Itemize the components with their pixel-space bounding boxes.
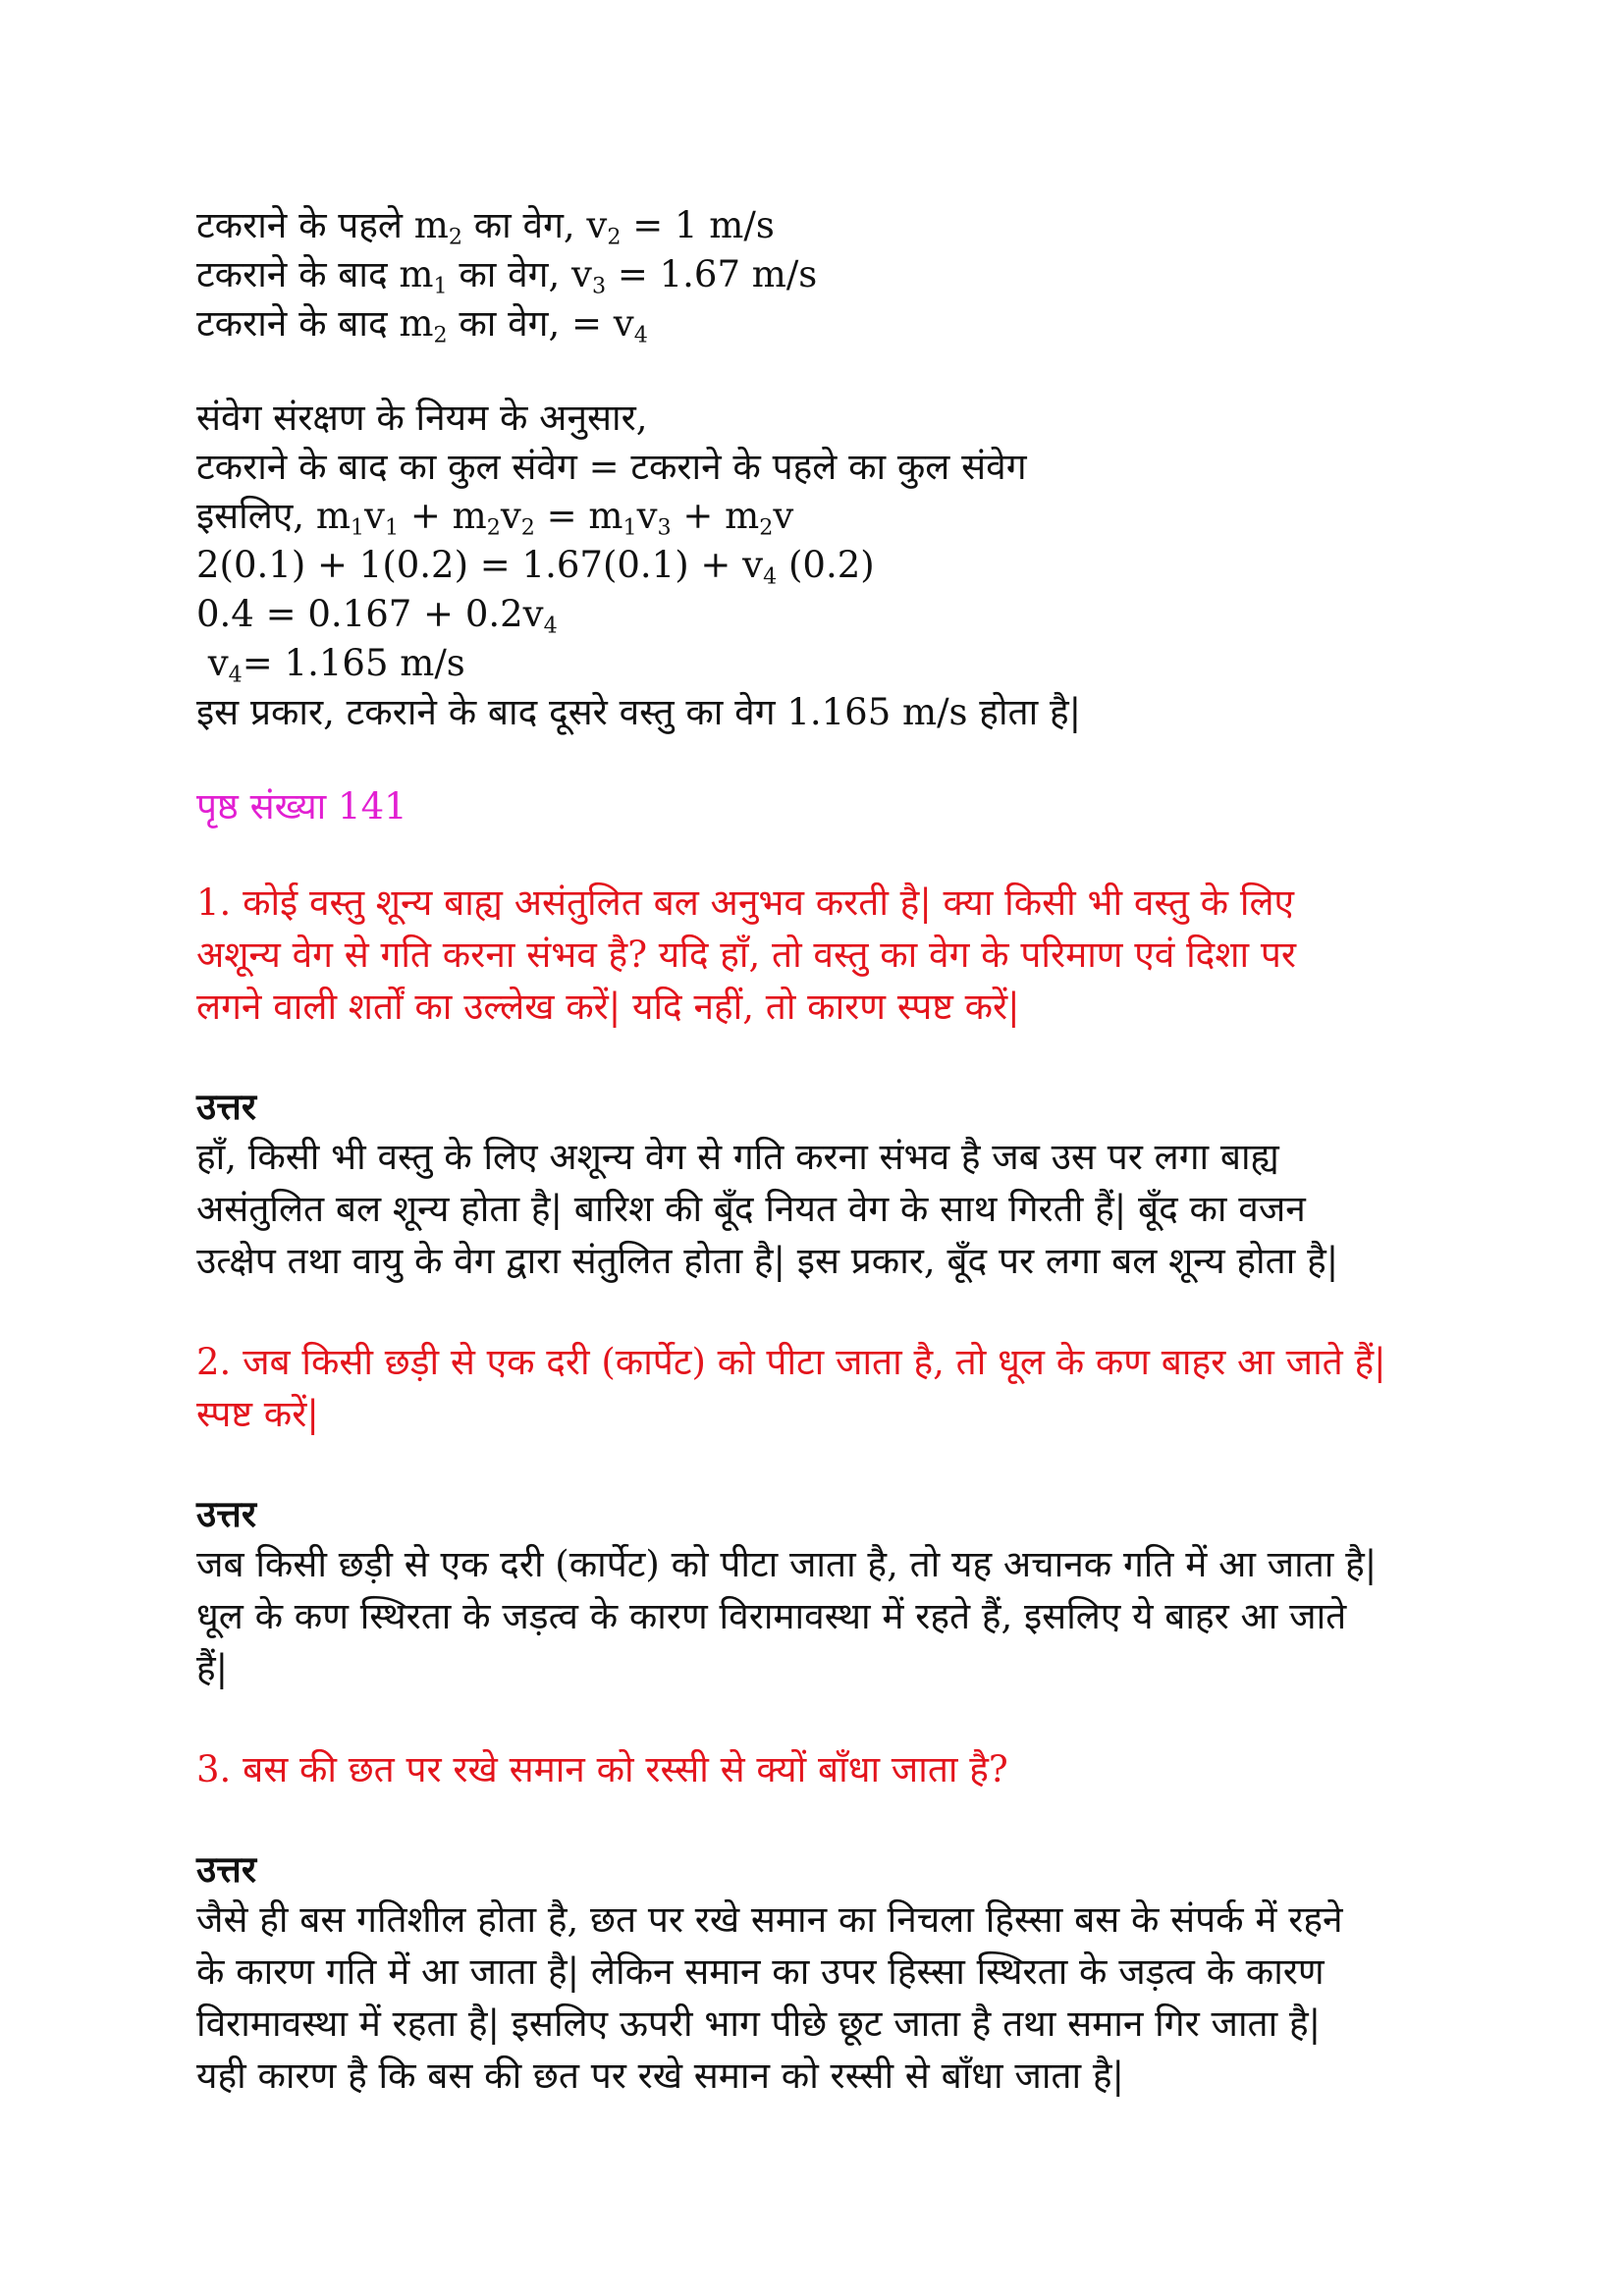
question-2 [196, 1336, 1463, 1440]
working-equation-3: $0.4 = 0.167 + 0.2v_4$ [196, 593, 558, 639]
answer-2 [196, 1538, 1463, 1694]
answer-3-line-2: के कारण गति में आ जाता है| लेकिन समान का उपर हिस्सा स्थिरता के जड़त्व के कारण [196, 1950, 1325, 1993]
question-1-line-2: अशून्य वेग से गति करना संभव है? यदि हाँ, तो वस्तु का वेग के परिमाण एवं दिशा पर [196, 934, 1296, 976]
given-line-1: टकराने के पहले $m_2$ का वेग, $v_2 = 1$ m/s [196, 204, 775, 250]
answer-1-line-3: उत्क्षेप तथा वायु के वेग द्वारा संतुलित होता है| इस प्रकार, बूँद पर लगा बल शून्य होता है| [196, 1240, 1339, 1282]
question-1 [196, 877, 1463, 1033]
working-line-2: टकराने के बाद का कुल संवेग = टकराने के पहले का कुल संवेग [196, 446, 1027, 488]
answer-3-line-4: यही कारण है कि बस की छत पर रखे समान को रस्सी से बाँधा जाता है| [196, 2055, 1124, 2097]
page-number-label: पृष्ठ संख्या 141 [196, 785, 407, 828]
momentum-working [196, 394, 1463, 737]
given-line-3: टकराने के बाद $m_2$ का वेग, = $v_4$ [196, 302, 648, 348]
answer-3-heading: उत्तर [196, 1847, 256, 1891]
answer-2-line-3: हैं| [196, 1647, 229, 1689]
question-1-line-1: 1. कोई वस्तु शून्य बाह्य असंतुलित बल अनुभव करती है| क्या किसी भी वस्तु के लिए [196, 881, 1294, 924]
question-1-line-3: लगने वाली शर्तों का उल्लेख करें| यदि नहीं, तो कारण स्पष्ट करें| [196, 986, 1020, 1028]
question-2-line-1: 2. जब किसी छड़ी से एक दरी (कार्पेट) को पीटा जाता है, तो धूल के कण बाहर आ जाते हैं| [196, 1341, 1386, 1383]
question-3 [196, 1743, 1463, 1795]
answer-1-heading: उत्तर [196, 1085, 256, 1128]
question-3-line-1: 3. बस की छत पर रखे समान को रस्सी से क्यों बाँधा जाता है? [196, 1748, 1008, 1790]
answer-1 [196, 1131, 1463, 1287]
answer-3-line-1: जैसे ही बस गतिशील होता है, छत पर रखे समान का निचला हिस्सा बस के संपर्क में रहने [196, 1898, 1343, 1941]
answer-1-line-1: हाँ, किसी भी वस्तु के लिए अशून्य वेग से गति करना संभव है जब उस पर लगा बाह्य [196, 1136, 1279, 1178]
given-values [196, 201, 1463, 348]
working-conclusion: इस प्रकार, टकराने के बाद दूसरे वस्तु का वेग 1.165 m/s होता है| [196, 691, 1082, 733]
question-2-line-2: स्पष्ट करें| [196, 1393, 319, 1435]
working-line-1: संवेग संरक्षण के नियम के अनुसार, [196, 397, 648, 439]
answer-2-line-2: धूल के कण स्थिरता के जड़त्व के कारण विरामावस्था में रहते हैं, इसलिए ये बाहर आ जाते [196, 1595, 1347, 1637]
answer-3 [196, 1894, 1463, 2102]
document-page [196, 201, 1463, 2102]
answer-2-heading: उत्तर [196, 1492, 256, 1535]
working-equation-1: इसलिए, $m_1v_1 + m_2v_2 = m_1v_3 + m_2v$ [196, 495, 794, 541]
working-equation-2: $2(0.1) + 1(0.2) = 1.67(0.1) + v_4$ (0.2) [196, 544, 875, 590]
answer-2-line-1: जब किसी छड़ी से एक दरी (कार्पेट) को पीटा जाता है, तो यह अचानक गति में आ जाता है| [196, 1543, 1378, 1585]
answer-3-line-3: विरामावस्था में रहता है| इसलिए ऊपरी भाग पीछे छूट जाता है तथा समान गिर जाता है| [196, 2002, 1322, 2045]
given-line-2: टकराने के बाद $m_1$ का वेग, $v_3 = 1.67$ m/s [196, 253, 818, 299]
working-result: $v_4= 1.165$ m/s [196, 642, 465, 688]
answer-1-line-2: असंतुलित बल शून्य होता है| बारिश की बूँद नियत वेग के साथ गिरती हैं| बूँद का वजन [196, 1188, 1306, 1230]
